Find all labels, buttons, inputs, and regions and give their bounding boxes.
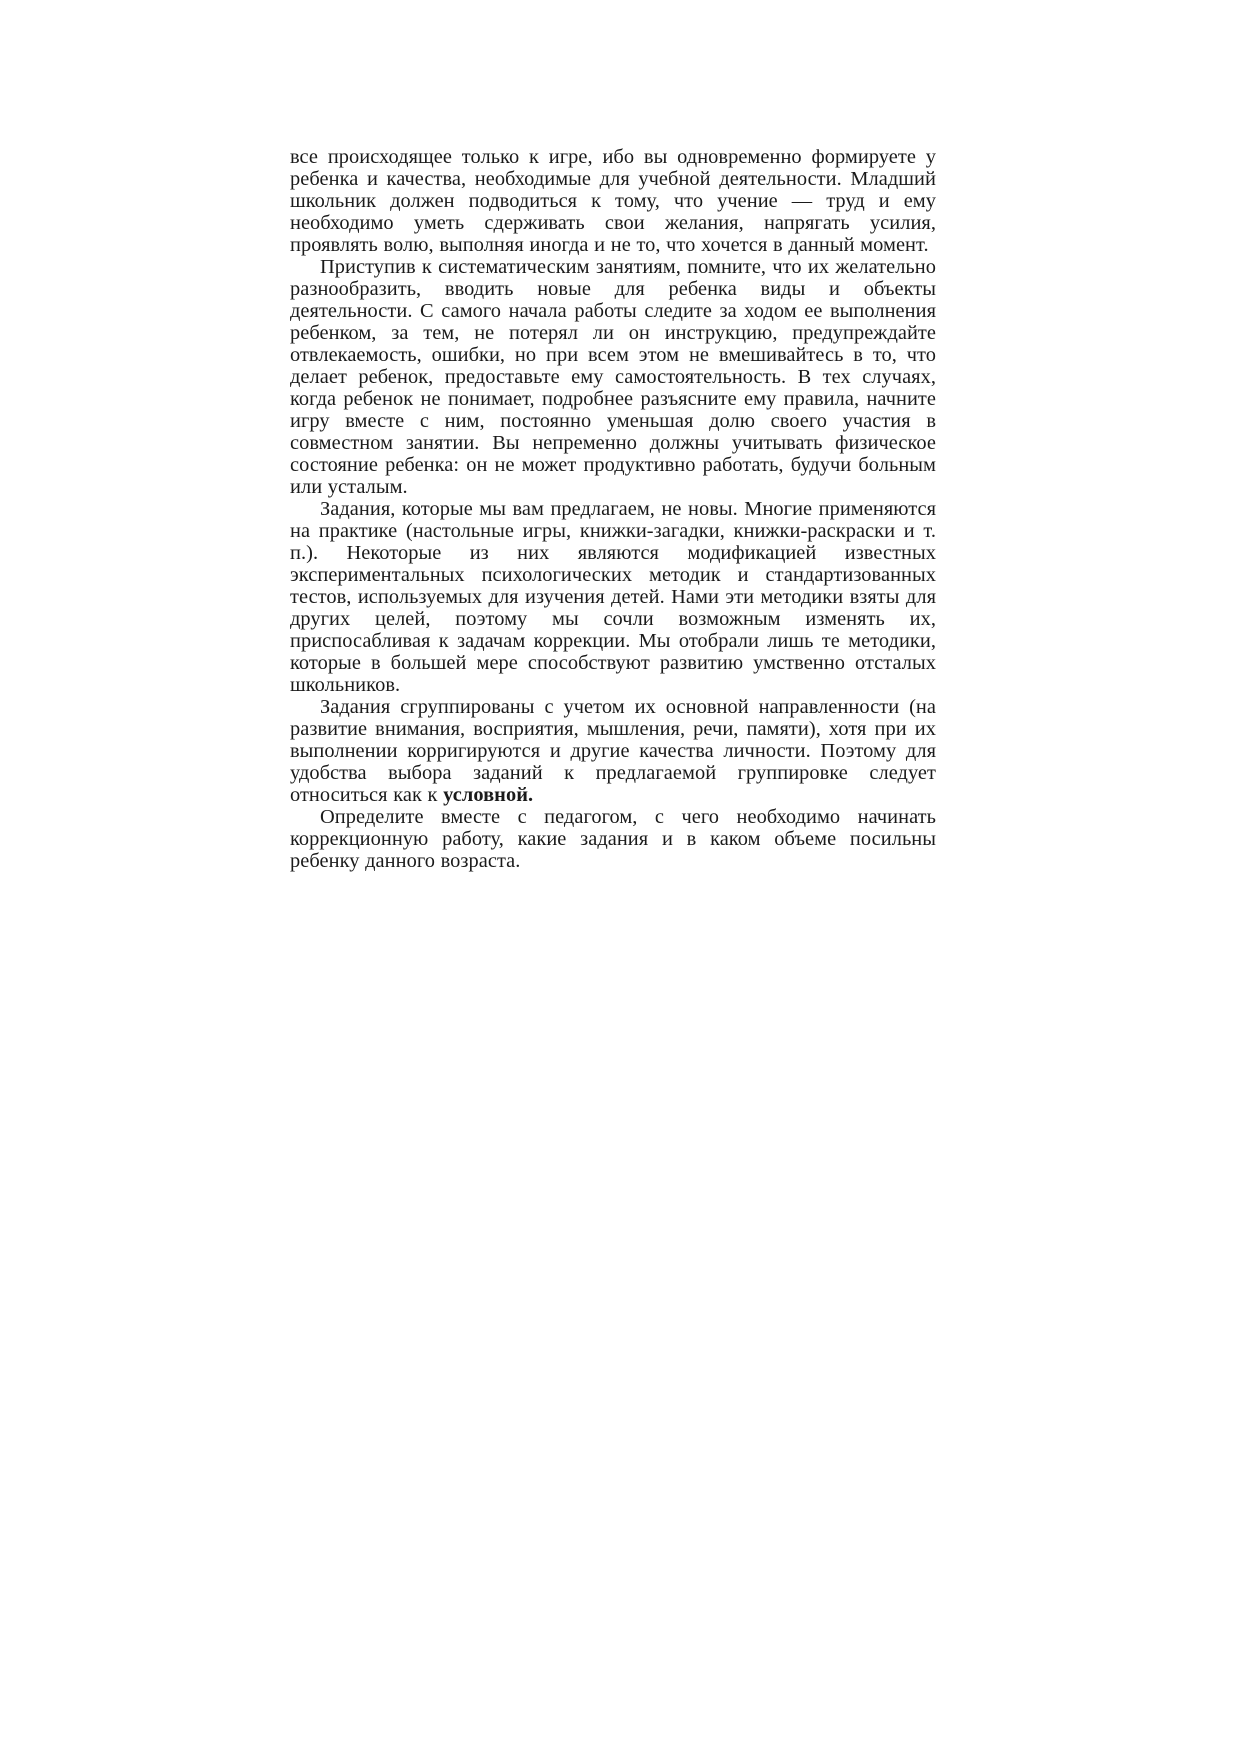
- paragraph-4-text: Задания сгруппированы с учетом их основной направленности (на развитие внимания, восприятия, мышления, речи, памяти), хотя при их выполнении корригируются и другие качества личности. Поэтому для удобства выбора заданий к предлагаемой группировке следует относиться как к: [290, 696, 936, 806]
- text-body: [290, 146, 936, 872]
- paragraph-4: [290, 696, 936, 806]
- paragraph-4-bold-term: условной.: [443, 784, 534, 806]
- paragraph-5: Определите вместе с педагогом, с чего необходимо начинать коррекционную работу, какие задания и в каком объеме посильны ребенку данного возраста.: [290, 806, 936, 872]
- paragraph-1: все происходящее только к игре, ибо вы одновременно формируете у ребенка и качества, необходимые для учебной деятельности. Младший школьник должен подводиться к тому, что учение — труд и ему необходимо уметь сдерживать свои желания, напрягать усилия, проявлять волю, выполняя иногда и не то, что хочется в данный момент.: [290, 146, 936, 256]
- paragraph-2: Приступив к систематическим занятиям, помните, что их желательно разнообразить, вводить новые для ребенка виды и объекты деятельности. С самого начала работы следите за ходом ее выполнения ребенком, за тем, не потерял ли он инструкцию, предупреждайте отвлекаемость, ошибки, но при всем этом не вмешивайтесь в то, что делает ребенок, предоставьте ему самостоятельность. В тех случаях, когда ребенок не понимает, подробнее разъясните ему правила, начните игру вместе с ним, постоянно уменьшая долю своего участия в совместном занятии. Вы непременно должны учитывать физическое состояние ребенка: он не может продуктивно работать, будучи больным или усталым.: [290, 256, 936, 498]
- paragraph-3: Задания, которые мы вам предлагаем, не новы. Многие применяются на практике (настольные игры, книжки-загадки, книжки-раскраски и т. п.). Некоторые из них являются модификацией известных экспериментальных психологических методик и стандартизованных тестов, используемых для изучения детей. Нами эти методики взяты для других целей, поэтому мы сочли возможным изменять их, приспосабливая к задачам коррекции. Мы отобрали лишь те методики, которые в большей мере способствуют развитию умственно отсталых школьников.: [290, 498, 936, 696]
